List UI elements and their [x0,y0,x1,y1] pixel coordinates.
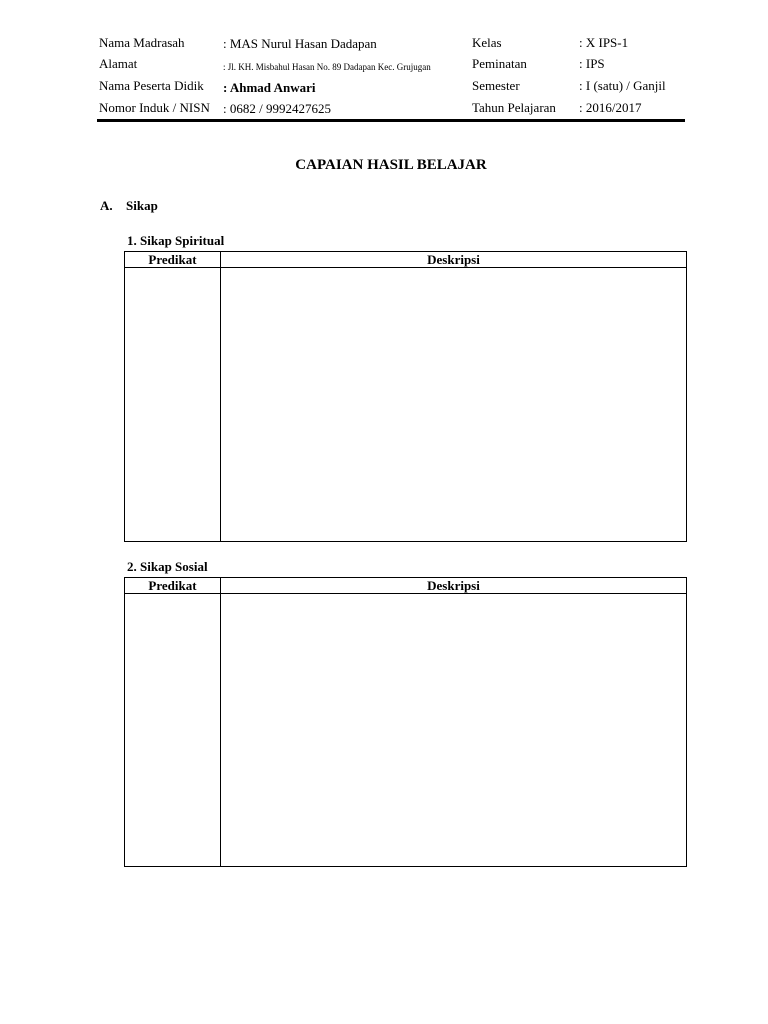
value-peminatan: : IPS [579,56,605,71]
column-header-deskripsi: Deskripsi [221,578,687,594]
label-tahun-pelajaran: Tahun Pelajaran [472,100,556,115]
value-nomor-induk: : 0682 / 9992427625 [223,101,331,116]
value-tahun-pelajaran: : 2016/2017 [579,100,642,115]
subsection-title-spiritual: 1. Sikap Spiritual [127,233,225,248]
value-kelas: : X IPS-1 [579,35,629,50]
section-name: Sikap [126,198,158,213]
table-row [125,594,687,867]
value-semester: : I (satu) / Ganjil [579,78,666,93]
table-sikap-spiritual [124,251,687,542]
header-divider [97,119,685,122]
cell-predikat[interactable] [125,594,221,867]
label-peminatan: Peminatan [472,56,527,71]
column-header-deskripsi: Deskripsi [221,252,687,268]
value-nama-madrasah: : MAS Nurul Hasan Dadapan [223,36,377,51]
table-header-row [125,252,687,268]
column-header-predikat: Predikat [125,578,221,594]
subsection-title-sosial: 2. Sikap Sosial [127,559,208,574]
table-header-row [125,578,687,594]
cell-deskripsi[interactable] [221,268,687,542]
label-alamat: Alamat [99,56,138,71]
cell-predikat[interactable] [125,268,221,542]
label-nomor-induk: Nomor Induk / NISN [99,100,210,115]
page-title: CAPAIAN HASIL BELAJAR [295,157,487,173]
label-nama-peserta-didik: Nama Peserta Didik [99,78,204,93]
label-nama-madrasah: Nama Madrasah [99,35,185,50]
label-semester: Semester [472,78,520,93]
cell-deskripsi[interactable] [221,594,687,867]
table-sikap-sosial [124,577,687,867]
column-header-predikat: Predikat [125,252,221,268]
table-row [125,268,687,542]
value-alamat: : Jl. KH. Misbahul Hasan No. 89 Dadapan Kec. Grujugan [223,62,431,72]
value-nama-peserta-didik: : Ahmad Anwari [223,80,316,95]
label-kelas: Kelas [472,35,502,50]
section-letter: A. [100,198,113,213]
